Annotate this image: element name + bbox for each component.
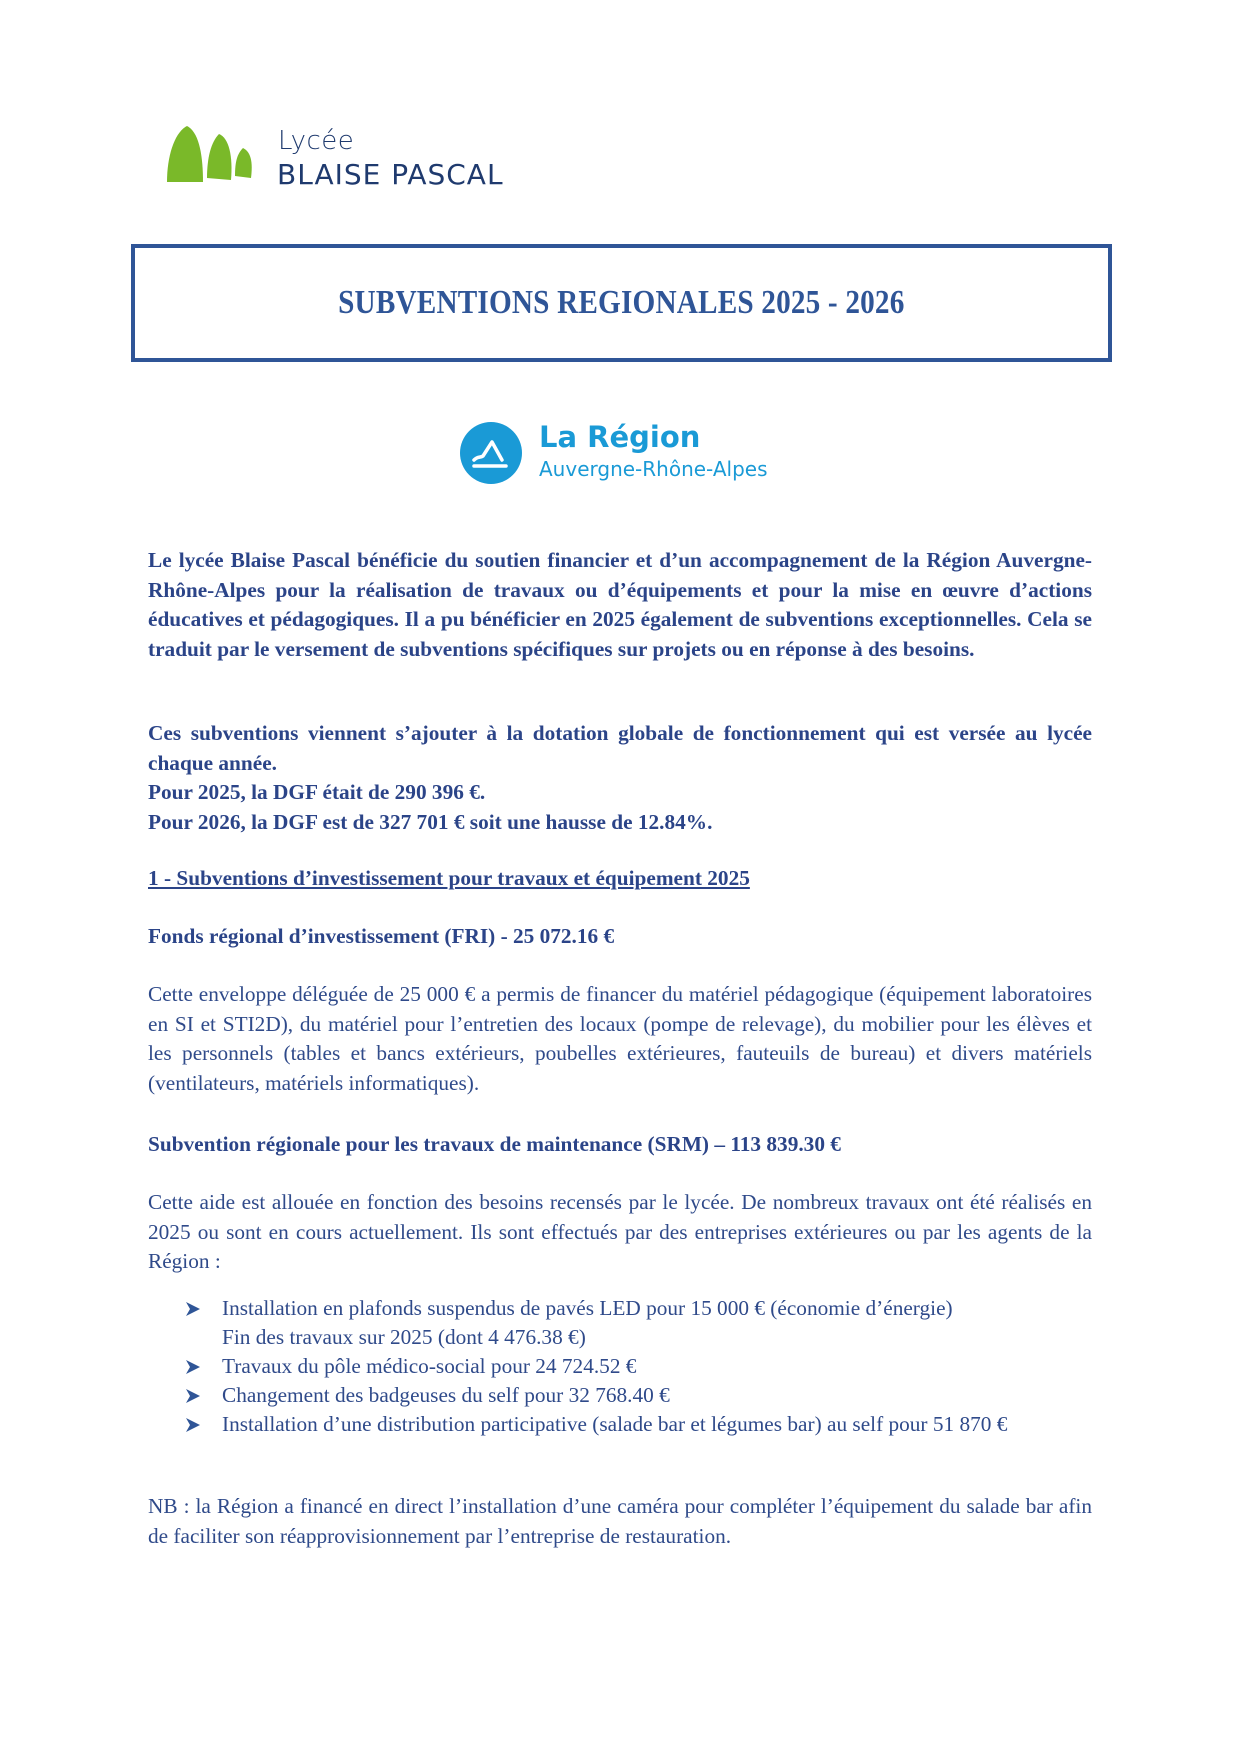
list-item (148, 1381, 1092, 1410)
school-logo (165, 120, 535, 200)
school-logo-line2: BLAISE PASCAL (277, 158, 504, 191)
list-item (148, 1294, 1092, 1352)
list-item (148, 1352, 1092, 1381)
dgf-line1: Ces subventions viennent s’ajouter à la dotation globale de fonctionnement qui est versée au lycée chaque année. (148, 721, 1092, 775)
mountain-icon (460, 422, 522, 484)
arrowhead-bullet-icon (185, 1301, 201, 1317)
arrowhead-bullet-icon (185, 1388, 201, 1404)
fri-paragraph: Cette enveloppe déléguée de 25 000 € a permis de financer du matériel pédagogique (équipement laboratoires en SI et STI2D), du matériel pour l’entretien des locaux (pompe de relevage), du mobilier pour les élèves et les personnels (tables et bancs extérieurs, poubelles extérieures, fauteuils de bureau) et divers matériels (ventilateurs, matériels informatiques). (148, 982, 1092, 1095)
list-item-text: Travaux du pôle médico-social pour 24 724.52 € (222, 1354, 637, 1378)
srm-items-list (148, 1294, 1092, 1439)
intro-paragraph: Le lycée Blaise Pascal bénéficie du soutien financier et d’un accompagnement de la Région Auvergne-Rhône-Alpes pour la réalisation de travaux ou d’équipements et pour la mise en œuvre d’actions éducatives et pédagogiques. Il a pu bénéficier en 2025 également de subventions exceptionnelles. Cela se traduit par le versement de subventions spécifiques sur projets ou en réponse à des besoins. (148, 548, 1092, 661)
fri-heading: Fonds régional d’investissement (FRI) - 25 072.16 € (148, 924, 615, 948)
list-item (148, 1410, 1092, 1439)
page-title: SUBVENTIONS REGIONALES 2025 - 2026 (338, 284, 905, 321)
region-logo (460, 420, 790, 490)
dgf-line2: Pour 2025, la DGF était de 290 396 €. (148, 780, 486, 804)
arrowhead-bullet-icon (185, 1417, 201, 1433)
title-box (131, 244, 1112, 362)
nb-note: NB : la Région a financé en direct l’installation d’une caméra pour compléter l’équipement du salade bar afin de faciliter son réapprovisionnement par l’entreprise de restauration. (148, 1494, 1092, 1548)
school-logo-line1: Lycée (278, 126, 355, 156)
arrowhead-bullet-icon (185, 1359, 201, 1375)
list-item-text: Installation en plafonds suspendus de pavés LED pour 15 000 € (économie d’énergie) (222, 1296, 953, 1320)
list-item-subtext: Fin des travaux sur 2025 (dont 4 476.38 €) (222, 1325, 586, 1349)
section1-heading: 1 - Subventions d’investissement pour travaux et équipement 2025 (148, 866, 750, 890)
srm-heading: Subvention régionale pour les travaux de maintenance (SRM) – 113 839.30 € (148, 1132, 841, 1156)
list-item-text: Installation d’une distribution participative (salade bar et légumes bar) au self pour 51 870 € (222, 1412, 1008, 1436)
region-logo-line2: Auvergne-Rhône-Alpes (539, 457, 768, 481)
region-logo-line1: La Région (539, 420, 701, 454)
srm-paragraph: Cette aide est allouée en fonction des besoins recensés par le lycée. De nombreux travaux ont été réalisés en 2025 ou sont en cours actuellement. Ils sont effectués par des entreprises extérieures ou par les agents de la Région : (148, 1190, 1092, 1273)
list-item-text: Changement des badgeuses du self pour 32 768.40 € (222, 1383, 670, 1407)
dgf-block (148, 719, 1092, 837)
dgf-line3: Pour 2026, la DGF est de 327 701 € soit une hausse de 12.84%. (148, 809, 713, 834)
leaf-logo-icon (165, 120, 270, 200)
